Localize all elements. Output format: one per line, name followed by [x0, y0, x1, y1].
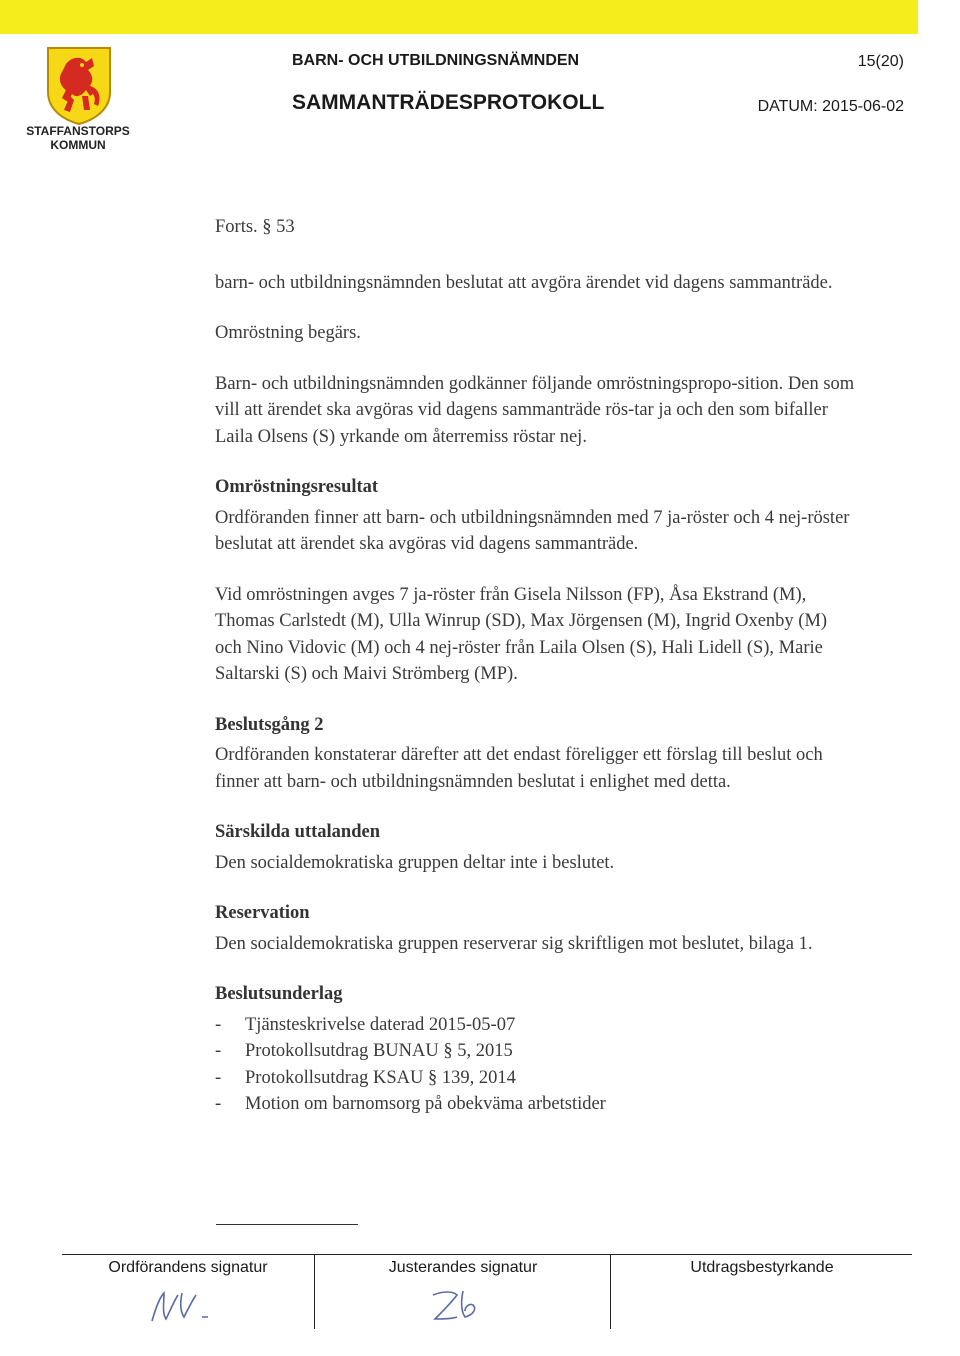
paragraph-decision: barn- och utbildningsnämnden beslutat att avgöra ärendet vid dagens sammanträde.: [215, 272, 833, 293]
list-item: - Protokollsutdrag KSAU § 139, 2014: [215, 1067, 516, 1088]
list-item: - Tjänsteskrivelse daterad 2015-05-07: [215, 1014, 516, 1035]
paragraph-vote-requested: Omröstning begärs.: [215, 323, 361, 343]
separator-line: [216, 1224, 358, 1225]
section-continuation: Forts. § 53: [215, 217, 295, 237]
paragraph-reservation: Den socialdemokratiska gruppen reserverar sig skriftligen mot beslutet, bilaga 1.: [215, 933, 813, 954]
heading-decision-step-2: Beslutsgång 2: [215, 714, 324, 735]
coat-of-arms-logo: [46, 46, 112, 126]
paragraph-votes-cast: Vid omröstningen avges 7 ja-röster från Gisela Nilsson (FP), Åsa Ekstrand (M), Thomas Carlstedt (M), Ulla Winrup (SD), Max Jörgensen (M), Ingrid Oxenby (M) och Nino Vidovic (M) och 4 nej-röster från Laila Olsen (S), Hali Lidell (S), Marie Saltarski (S) och Maivi Strömberg (MP).: [215, 584, 828, 684]
protocol-body: [215, 214, 855, 1118]
heading-decision-basis: Beslutsunderlag: [215, 984, 343, 1004]
chair-signature-cell: [62, 1255, 314, 1329]
adjuster-signature-mark: [423, 1285, 493, 1327]
org-line-1: STAFFANSTORPS: [26, 124, 130, 138]
committee-name: BARN- OCH UTBILDNINGSNÄMNDEN: [292, 52, 580, 69]
org-line-2: KOMMUN: [50, 138, 106, 152]
chair-signature-label: Ordförandens signatur: [108, 1259, 268, 1276]
adjuster-signature-cell: [314, 1255, 611, 1329]
extract-certification-label: Utdragsbestyrkande: [690, 1259, 834, 1276]
heading-reservation: Reservation: [215, 903, 310, 923]
paragraph-vote-result: Ordföranden finner att barn- och utbildningsnämnden med 7 ja-röster och 4 nej-röster beslutat att ärendet ska avgöras vid dagens sammanträde.: [215, 507, 850, 554]
page-number: 15(20): [857, 53, 904, 70]
adjuster-signature-label: Justerandes signatur: [388, 1259, 538, 1276]
paragraph-decision-step-2: Ordföranden konstaterar därefter att det endast föreligger ett förslag till beslut och finner att barn- och utbildningsnämnden beslutat i enlighet med detta.: [215, 745, 823, 792]
extract-certification-cell: [610, 1255, 913, 1329]
list-item: - Protokollsutdrag BUNAU § 5, 2015: [215, 1041, 513, 1061]
heading-special-statements: Särskilda uttalanden: [215, 822, 381, 842]
document-title: SAMMANTRÄDESPROTOKOLL: [292, 91, 605, 114]
signature-table: [62, 1254, 912, 1329]
chair-signature-mark: [146, 1287, 226, 1327]
municipality-name: [16, 124, 140, 152]
paragraph-special-statements: Den socialdemokratiska gruppen deltar inte i beslutet.: [215, 852, 615, 873]
list-item: - Motion om barnomsorg på obekväma arbetstider: [215, 1094, 606, 1114]
paragraph-vote-proposition: Barn- och utbildningsnämnden godkänner följande omröstningspropo-sition. Den som vill att ärendet ska avgöras vid dagens sammanträde rös-tar ja och den som bifaller Laila Olsens (S) yrkande om återremiss röstar nej.: [215, 373, 855, 447]
document-date: DATUM: 2015-06-02: [757, 98, 904, 115]
decision-basis-list: [215, 1012, 855, 1118]
top-color-bar: [0, 0, 918, 34]
heading-vote-result: Omröstningsresultat: [215, 477, 379, 497]
